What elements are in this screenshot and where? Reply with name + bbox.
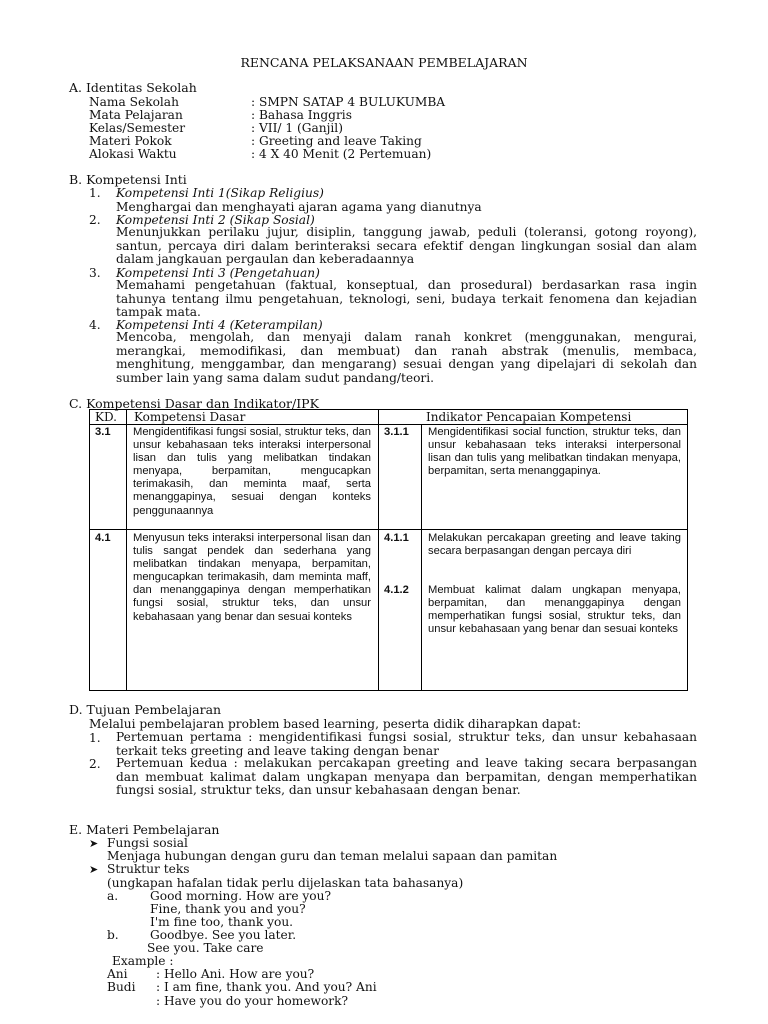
dialog-speaker: Budi [107, 980, 136, 994]
table-divider [126, 409, 127, 691]
dialog-line: : Have you do your homework? [156, 994, 349, 1008]
ki-title: Kompetensi Inti 1(Sikap Religius) [116, 186, 324, 200]
table-divider [421, 424, 422, 691]
identitas-value: : SMPN SATAP 4 BULUKUMBA [251, 95, 446, 109]
kd-code: 3.1 [95, 426, 111, 438]
ki-title: Kompetensi Inti 4 (Keterampilan) [116, 318, 323, 332]
ki-number: 1. [89, 186, 101, 200]
example-label-a: a. [107, 889, 119, 903]
arrow-bullet-icon: ➤ [89, 863, 99, 876]
ipk-description: Membuat kalimat dalam ungkapan menyapa, berpamitan, dan menanggapinya dengan memperhatikan fungsi sosial, struktur teks, dan unsur kebahasaan yang benar dan sesuai konteks [428, 584, 681, 636]
tujuan-intro: Melalui pembelajaran problem based learning, peserta didik diharapkan dapat: [89, 717, 582, 731]
identitas-label: Materi Pokok [89, 134, 172, 148]
tujuan-number: 2. [89, 757, 101, 771]
expression-line: Good morning. How are you? [150, 889, 332, 903]
ipk-code: 4.1.2 [384, 584, 409, 596]
tujuan-item: Pertemuan pertama : mengidentifikasi fungsi sosial, struktur teks, dan unsur kebahasaan terkait teks greeting and leave taking dengan benar [116, 730, 697, 758]
table-divider [89, 529, 688, 530]
kd-code: 4.1 [95, 532, 111, 544]
section-b-heading: B. Kompetensi Inti [69, 172, 187, 187]
expression-line: Fine, thank you and you? [150, 902, 306, 916]
ki-number: 3. [89, 266, 101, 280]
identitas-label: Kelas/Semester [89, 121, 186, 135]
expression-line: See you. Take care [147, 941, 264, 955]
ipk-code: 4.1.1 [384, 532, 409, 544]
identitas-label: Nama Sekolah [89, 95, 179, 109]
table-header-kd: KD. [95, 410, 117, 424]
ki-title: Kompetensi Inti 2 (Sikap Sosial) [116, 213, 315, 227]
kd-description: Mengidentifikasi fungsi sosial, struktur teks, dan unsur kebahasaan teks interaksi interpersonal lisan dan tulis yang melibatkan tindakan menyapa, berpamitan, mengucapkan terimakasih, dan meminta maaf, serta menanggapinya, sesuai dengan konteks penggunaannya [133, 426, 371, 517]
example-label-b: b. [107, 928, 119, 942]
ipk-code: 3.1.1 [384, 426, 409, 438]
ki-body: Memahami pengetahuan (faktual, konseptual, dan prosedural) berdasarkan rasa ingin tahunya tentang ilmu pengetahuan, teknologi, seni, budaya terkait fenomena dan kejadian tampak mata. [116, 278, 697, 320]
fungsi-sosial-title: Fungsi sosial [107, 836, 188, 850]
tujuan-item: Pertemuan kedua : melakukan percakapan greeting and leave taking secara berpasangan dan membuat kalimat dalam ungkapan menyapa dan berpamitan, dengan memperhatikan fungsi sosial, struktur teks, dan unsur kebahasaan dengan benar. [116, 756, 697, 798]
table-divider [89, 424, 688, 425]
identitas-label: Mata Pelajaran [89, 108, 183, 122]
section-e-heading: E. Materi Pembelajaran [69, 822, 220, 837]
section-a-heading: A. Identitas Sekolah [69, 80, 197, 95]
struktur-teks-title: Struktur teks [107, 862, 190, 876]
ki-number: 4. [89, 318, 101, 332]
document-title: RENCANA PELAKSANAAN PEMBELAJARAN [240, 55, 528, 70]
expression-line: I'm fine too, thank you. [150, 915, 294, 929]
ipk-description: Melakukan percakapan greeting and leave taking secara berpasangan dengan percaya diri [428, 532, 681, 558]
ki-body: Menghargai dan menghayati ajaran agama yang dianutnya [116, 200, 482, 214]
fungsi-sosial-body: Menjaga hubungan dengan guru dan teman melalui sapaan dan pamitan [107, 849, 558, 863]
identitas-label: Alokasi Waktu [89, 147, 177, 161]
identitas-value: : 4 X 40 Menit (2 Pertemuan) [251, 147, 432, 161]
section-c-heading: C. Kompetensi Dasar dan Indikator/IPK [69, 396, 319, 411]
dialog-line: : I am fine, thank you. And you? Ani [156, 980, 377, 994]
identitas-value: : VII/ 1 (Ganjil) [251, 121, 343, 135]
identitas-value: : Bahasa Inggris [251, 108, 352, 122]
table-divider [378, 409, 379, 691]
ki-body: Mencoba, mengolah, dan menyaji dalam ranah konkret (menggunakan, mengurai, merangkai, memodifikasi, dan membuat) dan ranah abstrak (menulis, membaca, menghitung, menggambar, dan mengarang) sesuai dengan yang dipelajari di sekolah dan sumber lain yang sama dalam sudut pandang/teori. [116, 330, 697, 385]
expression-line: Goodbye. See you later. [150, 928, 297, 942]
arrow-bullet-icon: ➤ [89, 837, 99, 850]
ki-number: 2. [89, 213, 101, 227]
table-header-kompetensi: Kompetensi Dasar [134, 410, 246, 424]
ipk-description: Mengidentifikasi social function, struktur teks, dan unsur kebahasaan teks interaksi interpersonal lisan dan tulis yang melibatkan tindakan menyapa, berpamitan, serta menanggapinya. [428, 426, 681, 478]
dialog-speaker: Ani [107, 967, 128, 981]
tujuan-number: 1. [89, 731, 101, 745]
identitas-value: : Greeting and leave Taking [251, 134, 422, 148]
section-d-heading: D. Tujuan Pembelajaran [69, 702, 222, 717]
example-heading: Example : [112, 954, 174, 968]
ki-body: Menunjukkan perilaku jujur, disiplin, tanggung jawab, peduli (toleransi, gotong royong), santun, percaya diri dalam berinteraksi secara efektif dengan lingkungan sosial dan alam dalam jangkauan pergaulan dan keberadaannya [116, 225, 697, 267]
dialog-line: : Hello Ani. How are you? [156, 967, 315, 981]
ki-title: Kompetensi Inti 3 (Pengetahuan) [116, 266, 320, 280]
kd-description: Menyusun teks interaksi interpersonal lisan dan tulis sangat pendek dan sederhana yang melibatkan tindakan menyapa, berpamitan, mengucapkan terimakasih, dam meminta maff, dan menanggapinya dengan memperhatikan fungsi sosial, struktur teks, dan unsur kebahasaan yang benar dan sesuai konteks [133, 532, 371, 623]
struktur-teks-note: (ungkapan hafalan tidak perlu dijelaskan tata bahasanya) [107, 876, 464, 890]
table-header-indikator: Indikator Pencapaian Kompetensi [426, 410, 632, 424]
